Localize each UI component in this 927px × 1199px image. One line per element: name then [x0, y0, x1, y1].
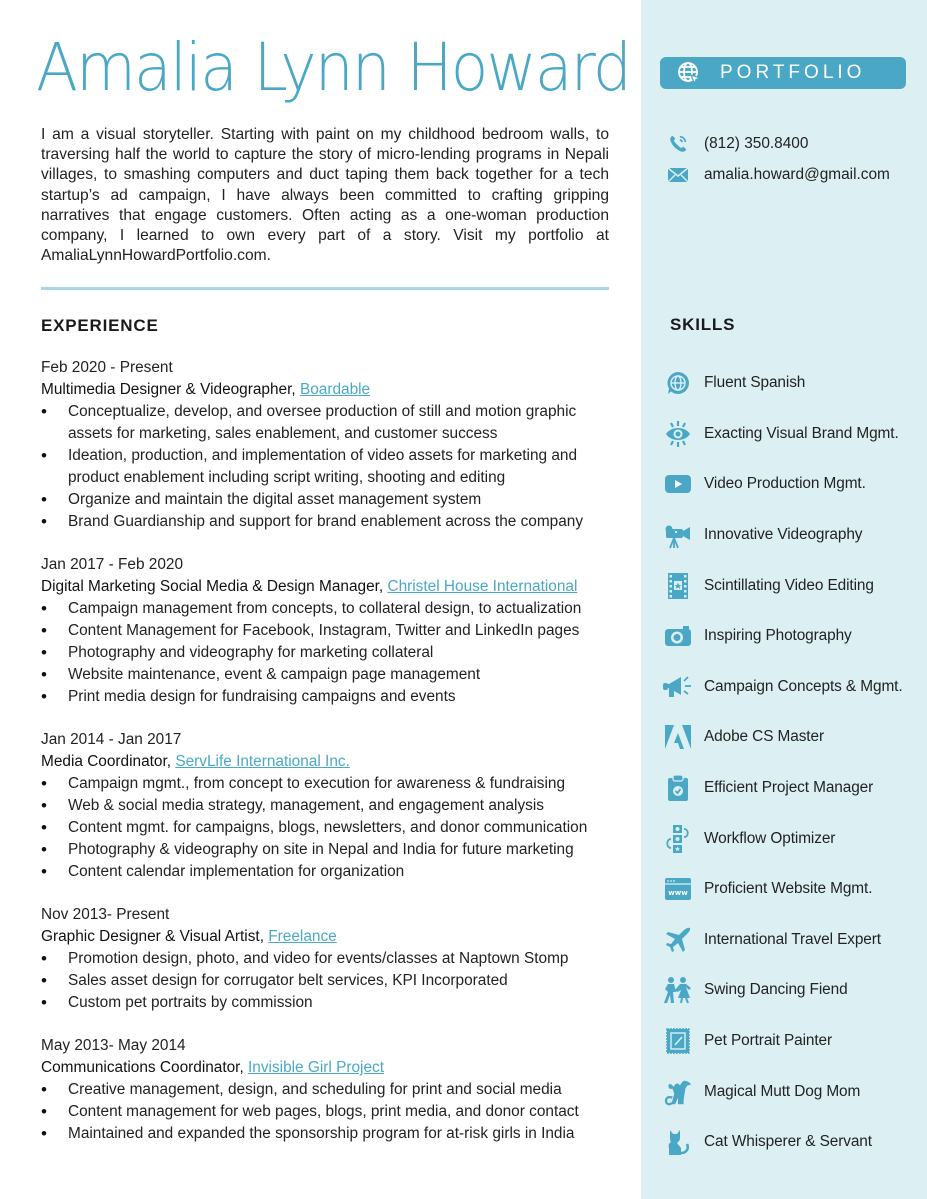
skill-item	[663, 1117, 923, 1168]
skill-label: Inspiring Photography	[704, 627, 852, 645]
skill-label: Efficient Project Manager	[704, 779, 874, 797]
bullet: • Campaign mgmt., from concept to execution for awareness & fundraising	[41, 773, 621, 795]
phone-icon	[666, 132, 690, 156]
email-address: amalia.howard@gmail.com	[704, 166, 890, 183]
phone-number: (812) 350.8400	[704, 135, 809, 152]
company-link[interactable]: ServLife International Inc.	[175, 753, 350, 770]
skill-item	[663, 813, 923, 864]
portfolio-button[interactable]	[660, 57, 906, 89]
eye-icon	[663, 419, 693, 449]
job-bullets	[41, 598, 621, 708]
bullet: • Promotion design, photo, and video for events/classes at Naptown Stomp	[41, 948, 621, 970]
bullet: • Content calendar implementation for organization	[41, 861, 621, 883]
skill-label: Innovative Videography	[704, 526, 863, 544]
skill-item	[663, 611, 923, 662]
company-link[interactable]: Boardable	[299, 381, 371, 398]
skill-label: Pet Portrait Painter	[704, 1032, 833, 1050]
skill-item	[663, 864, 923, 915]
bullet: • Campaign management from concepts, to collateral design, to actualization	[41, 598, 621, 620]
skill-label: Cat Whisperer & Servant	[704, 1133, 872, 1151]
globe-speech-icon	[663, 368, 693, 398]
job-entry	[41, 729, 621, 883]
skill-item	[663, 560, 923, 611]
skill-item	[663, 510, 923, 561]
skills-list	[663, 358, 923, 1168]
skill-label: Swing Dancing Fiend	[704, 981, 848, 999]
film-strip-icon	[663, 571, 693, 601]
skill-label: Adobe CS Master	[704, 728, 824, 746]
bullet: • Custom pet portraits by commission	[41, 992, 621, 1014]
skill-item	[663, 712, 923, 763]
job-role	[41, 926, 621, 948]
portfolio-label: PORTFOLIO	[720, 62, 866, 83]
job-dates: Nov 2013- Present	[41, 906, 170, 923]
bullet: • Website maintenance, event & campaign page management	[41, 664, 621, 686]
clipboard-check-icon	[663, 773, 693, 803]
bullet: • Photography and videography for marketing collateral	[41, 642, 621, 664]
job-role	[41, 379, 621, 401]
skill-label: Exacting Visual Brand Mgmt.	[704, 424, 899, 442]
company-link[interactable]: Invisible Girl Project	[248, 1059, 385, 1076]
company-link[interactable]: Christel House International	[387, 578, 578, 595]
job-dates: Jan 2014 - Jan 2017	[41, 731, 182, 748]
bullet: • Organize and maintain the digital asset management system	[41, 489, 621, 511]
job-entry	[41, 904, 621, 1014]
skill-label: Workflow Optimizer	[704, 829, 836, 847]
bullet: • Sales asset design for corrugator belt services, KPI Incorporated	[41, 970, 621, 992]
job-dates: May 2013- May 2014	[41, 1037, 186, 1054]
skill-label: Campaign Concepts & Mgmt.	[704, 677, 903, 695]
divider	[41, 287, 609, 290]
job-role	[41, 751, 621, 773]
skills-heading: SKILLS	[670, 315, 736, 334]
bullet: • Maintained and expanded the sponsorship program for at-risk girls in India	[41, 1123, 621, 1145]
bullet: • Print media design for fundraising campaigns and events	[41, 686, 621, 708]
skill-item	[663, 662, 923, 713]
job-bullets	[41, 773, 621, 883]
job-title: Digital Marketing Social Media & Design Manager,	[41, 578, 388, 595]
experience-list	[41, 357, 621, 1166]
portrait-stamp-icon	[663, 1026, 693, 1056]
experience-heading: EXPERIENCE	[41, 316, 159, 335]
bullet: • Web & social media strategy, management, and engagement analysis	[41, 795, 621, 817]
bullet: • Content mgmt. for campaigns, blogs, newsletters, and donor communication	[41, 817, 621, 839]
job-entry	[41, 554, 621, 708]
cat-icon	[663, 1127, 693, 1157]
bullet: • Photography & videography on site in Nepal and India for future marketing	[41, 839, 621, 861]
skill-item	[663, 409, 923, 460]
job-title: Media Coordinator,	[41, 753, 176, 770]
job-role	[41, 1057, 621, 1079]
envelope-icon	[666, 163, 690, 187]
video-play-icon	[663, 469, 693, 499]
skill-label: Fluent Spanish	[704, 374, 806, 392]
contact-phone[interactable]	[666, 129, 808, 159]
job-bullets	[41, 1079, 621, 1145]
job-entry	[41, 357, 621, 533]
skill-item	[663, 1016, 923, 1067]
dancers-icon	[663, 975, 693, 1005]
summary-paragraph: I am a visual storyteller. Starting with paint on my childhood bedroom walls, to traversing half the world to capture the story of micro-lending programs in Nepali villages, to smashing computers and duct taping them back together for a tech startup’s ad campaign, I have always been committed to crafting gripping narratives that engage customers. Often acting as a one-woman production company, I learned to own every part of a story. Visit my portfolio at AmaliaLynnHowardPortfolio.com.	[41, 126, 609, 265]
job-title: Graphic Designer & Visual Artist,	[41, 928, 269, 945]
skill-item	[663, 358, 923, 409]
skill-label: Scintillating Video Editing	[704, 576, 874, 594]
airplane-icon	[663, 925, 693, 955]
skill-item	[663, 1066, 923, 1117]
browser-www-icon	[663, 874, 693, 904]
skill-item	[663, 763, 923, 814]
skill-item	[663, 915, 923, 966]
bullet: • Creative management, design, and scheduling for print and social media	[41, 1079, 621, 1101]
skill-label: Magical Mutt Dog Mom	[704, 1082, 861, 1100]
megaphone-icon	[663, 672, 693, 702]
winged-dog-icon	[663, 1077, 693, 1107]
adobe-icon	[663, 722, 693, 752]
bullet: • Content Management for Facebook, Instagram, Twitter and LinkedIn pages	[41, 620, 621, 642]
video-camera-icon	[663, 520, 693, 550]
job-dates: Jan 2017 - Feb 2020	[41, 556, 184, 573]
camera-icon	[663, 621, 693, 651]
job-entry	[41, 1035, 621, 1145]
job-dates: Feb 2020 - Present	[41, 359, 173, 376]
bullet: • Content management for web pages, blogs, print media, and donor contact	[41, 1101, 621, 1123]
job-role	[41, 576, 621, 598]
workflow-icon	[663, 824, 693, 854]
skill-item	[663, 459, 923, 510]
job-title: Communications Coordinator,	[41, 1059, 249, 1076]
skill-label: Video Production Mgmt.	[704, 475, 866, 493]
bullet: • Ideation, production, and implementation of video assets for marketing and product enablement including script writing, shooting and editing	[41, 445, 621, 489]
contact-email[interactable]	[666, 160, 890, 190]
candidate-name: Amalia Lynn Howard	[36, 29, 630, 106]
company-link[interactable]: Freelance	[268, 928, 337, 945]
bullet: • Conceptualize, develop, and oversee production of still and motion graphic assets for marketing, sales enablement, and customer success	[41, 401, 621, 445]
job-bullets	[41, 401, 621, 533]
bullet: • Brand Guardianship and support for brand enablement across the company	[41, 511, 621, 533]
job-title: Multimedia Designer & Videographer,	[41, 381, 300, 398]
skill-label: Proficient Website Mgmt.	[704, 880, 873, 898]
globe-cursor-icon	[676, 60, 702, 86]
skill-item	[663, 965, 923, 1016]
job-bullets	[41, 948, 621, 1014]
svg-text:www: www	[668, 889, 688, 898]
skill-label: International Travel Expert	[704, 930, 881, 948]
